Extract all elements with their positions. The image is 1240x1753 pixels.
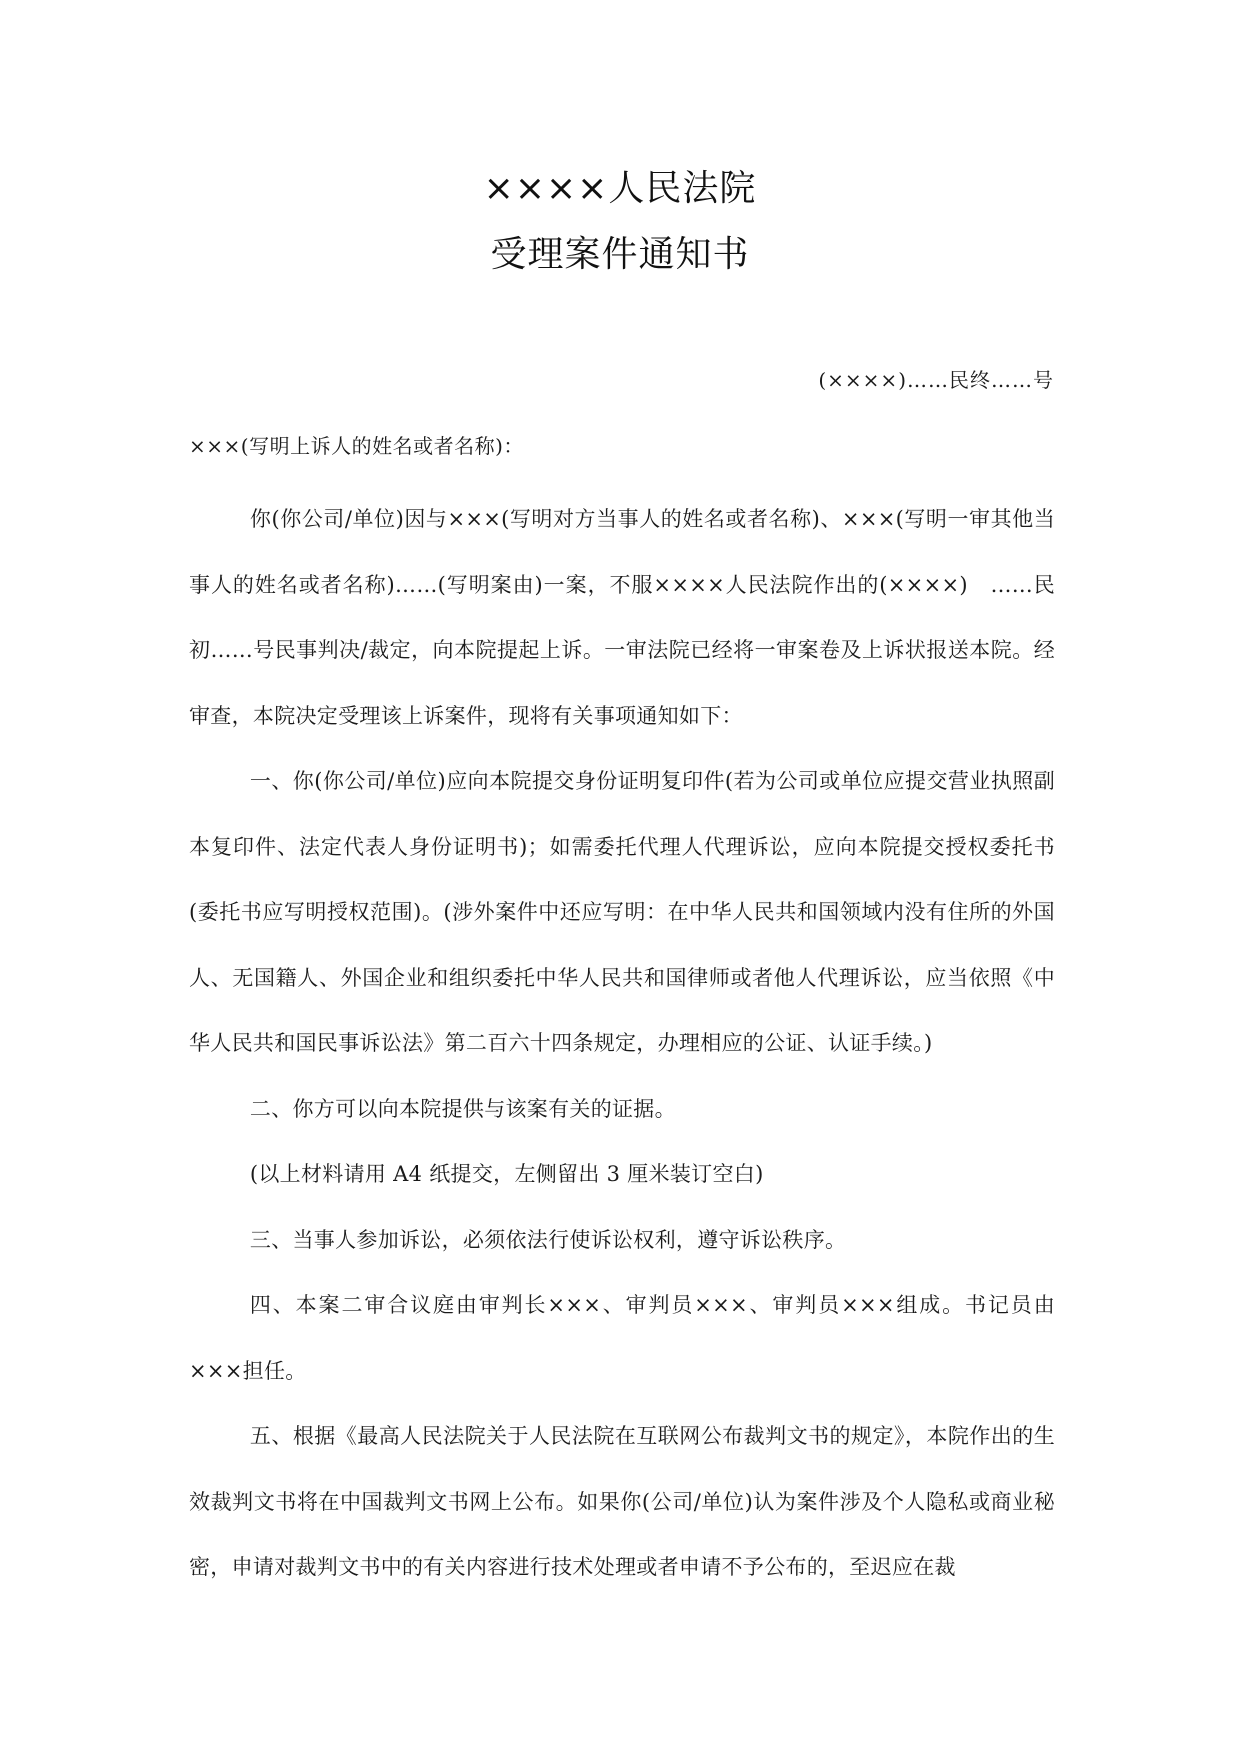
document-body — [189, 487, 1055, 1601]
paragraph-item-4: 四、本案二审合议庭由审判长×××、审判员×××、审判员×××组成。书记员由×××担任。 — [189, 1293, 1055, 1383]
paragraph-intro: 你(你公司/单位)因与×××(写明对方当事人的姓名或者名称)、×××(写明一审其他当事人的姓名或者名称)……(写明案由)一案，不服××××人民法院作出的(××××) ……民初……号民事判决/裁定，向本院提起上诉。一审法院已经将一审案卷及上诉状报送本院。经审查，本院决定受理该上诉案件，现将有关事项通知如下： — [189, 507, 1055, 728]
salutation: ×××(写明上诉人的姓名或者名称)： — [189, 434, 524, 458]
paragraph-item-5: 五、根据《最高人民法院关于人民法院在互联网公布裁判文书的规定》，本院作出的生效裁判文书将在中国裁判文书网上公布。如果你(公司/单位)认为案件涉及个人隐私或商业秘密，申请对裁判文书中的有关内容进行技术处理或者申请不予公布的，至迟应在裁 — [189, 1424, 1055, 1579]
case-number: (××××)……民终……号 — [818, 368, 1054, 392]
paragraph-note: (以上材料请用 A4 纸提交，左侧留出 3 厘米装订空白) — [249, 1162, 764, 1186]
court-title: ××××人民法院 — [483, 168, 757, 209]
document-title: 受理案件通知书 — [490, 234, 750, 275]
paragraph-item-2: 二、你方可以向本院提供与该案有关的证据。 — [249, 1096, 676, 1121]
paragraph-item-3: 三、当事人参加诉讼，必须依法行使诉讼权利，遵守诉讼秩序。 — [249, 1227, 847, 1252]
paragraph-item-1: 一、你(你公司/单位)应向本院提交身份证明复印件(若为公司或单位应提交营业执照副本复印件、法定代表人身份证明书)；如需委托代理人代理诉讼，应向本院提交授权委托书(委托书应写明授权范围)。(涉外案件中还应写明：在中华人民共和国领域内没有住所的外国人、无国籍人、外国企业和组织委托中华人民共和国律师或者他人代理诉讼，应当依照《中华人民共和国民事诉讼法》第二百六十四条规定，办理相应的公证、认证手续。) — [189, 769, 1055, 1055]
